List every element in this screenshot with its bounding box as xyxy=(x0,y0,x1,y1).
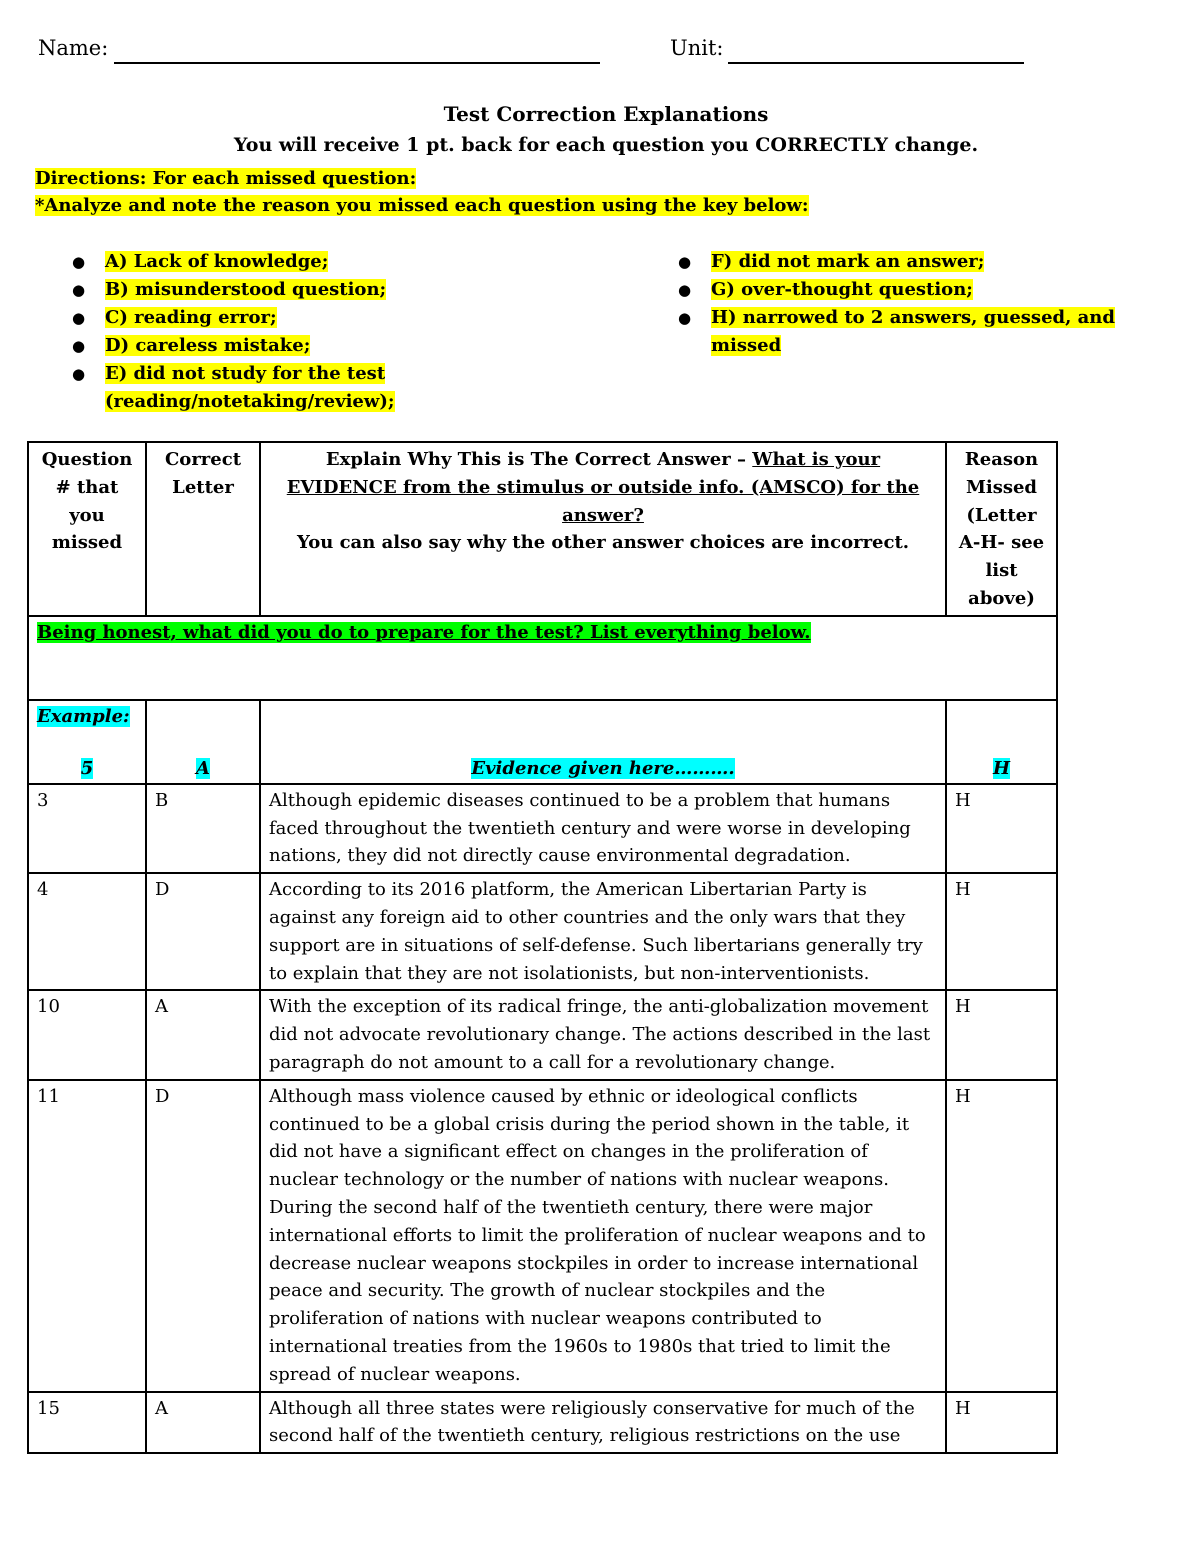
name-label: Name: xyxy=(38,36,109,60)
name-blank-line[interactable] xyxy=(114,62,600,64)
header-row xyxy=(38,36,1038,68)
key-label: D) careless mistake; xyxy=(105,335,311,356)
bullet-icon: ● xyxy=(678,281,692,299)
page-subtitle: You will receive 1 pt. back for each question you CORRECTLY change. xyxy=(233,134,979,156)
header-explain-note: You can also say why the other answer choices are incorrect. xyxy=(296,532,910,554)
row-letter[interactable]: B xyxy=(146,784,260,873)
example-row xyxy=(28,700,1057,784)
key-label: E) did not study for the test (reading/notetaking/review); xyxy=(105,363,395,412)
row-letter[interactable]: D xyxy=(146,1080,260,1392)
bullet-icon: ● xyxy=(678,309,692,327)
reason-key-left xyxy=(70,248,410,416)
key-label: B) misunderstood question; xyxy=(105,279,387,300)
row-explanation[interactable]: Although mass violence caused by ethnic or ideological conflicts continued to be a global crisis during the period shown in the table, it did not have a significant effect on changes in the proliferation of nuclear technology or the number of nations with nuclear weapons. During the second half of the twentieth century, there were major international efforts to limit the proliferation of nuclear weapons and to decrease nuclear weapons stockpiles in order to increase international peace and security. The growth of nuclear stockpiles and the proliferation of nations with nuclear weapons contributed to international treaties from the 1960s to 1980s that tried to limit the spread of nuclear weapons. xyxy=(260,1080,946,1392)
page-title: Test Correction Explanations xyxy=(443,102,769,126)
table-header-row xyxy=(28,442,1057,616)
row-letter[interactable]: D xyxy=(146,873,260,990)
key-item xyxy=(70,248,410,276)
example-reason-cell xyxy=(946,700,1057,784)
row-reason[interactable]: H xyxy=(946,1080,1057,1392)
table-row xyxy=(28,873,1057,990)
directions-line-1: Directions: For each missed question: xyxy=(35,168,417,189)
unit-blank-line[interactable] xyxy=(728,62,1024,64)
key-label: H) narrowed to 2 answers, guessed, and missed xyxy=(711,307,1115,356)
key-label: C) reading error; xyxy=(105,307,277,328)
bullet-icon: ● xyxy=(72,365,86,383)
row-reason[interactable]: H xyxy=(946,784,1057,873)
row-reason[interactable]: H xyxy=(946,873,1057,990)
key-item xyxy=(70,276,410,304)
key-item xyxy=(70,360,410,416)
row-question[interactable]: 4 xyxy=(28,873,146,990)
row-reason[interactable]: H xyxy=(946,990,1057,1079)
bullet-icon: ● xyxy=(72,337,86,355)
example-evidence-cell xyxy=(260,700,946,784)
bullet-icon: ● xyxy=(678,253,692,271)
row-letter[interactable]: A xyxy=(146,990,260,1079)
key-item xyxy=(676,304,1126,360)
directions-line-2: *Analyze and note the reason you missed each question using the key below: xyxy=(35,195,809,216)
table-row xyxy=(28,1392,1057,1454)
header-question: Question # that you missed xyxy=(28,442,146,616)
row-reason[interactable]: H xyxy=(946,1392,1057,1454)
directions xyxy=(35,165,809,219)
row-explanation[interactable]: Although all three states were religiously conservative for much of the second half of the twentieth century, religious restrictions on the use xyxy=(260,1392,946,1454)
key-item xyxy=(676,248,1126,276)
table-row xyxy=(28,990,1057,1079)
example-question: 5 xyxy=(80,757,94,779)
example-evidence: Evidence given here………. xyxy=(471,757,735,779)
row-question[interactable]: 11 xyxy=(28,1080,146,1392)
bullet-icon: ● xyxy=(72,309,86,327)
row-explanation[interactable]: With the exception of its radical fringe, the anti-globalization movement did not advocate revolutionary change. The actions described in the last paragraph do not amount to a call for a revolutionary change. xyxy=(260,990,946,1079)
prep-row xyxy=(28,616,1057,700)
example-question-cell xyxy=(28,700,146,784)
table-row xyxy=(28,1080,1057,1392)
key-label: F) did not mark an answer; xyxy=(711,251,985,272)
row-explanation[interactable]: Although epidemic diseases continued to be a problem that humans faced throughout the twentieth century and were worse in developing nations, they did not directly cause environmental degradation. xyxy=(260,784,946,873)
key-item xyxy=(70,304,410,332)
unit-label: Unit: xyxy=(670,36,724,60)
example-reason: H xyxy=(992,757,1010,779)
row-question[interactable]: 3 xyxy=(28,784,146,873)
key-item xyxy=(676,276,1126,304)
header-explain-evidence: What is your EVIDENCE from the stimulus or outside info. (AMSCO) for the answer? xyxy=(286,449,920,526)
table-row xyxy=(28,784,1057,873)
row-letter[interactable]: A xyxy=(146,1392,260,1454)
prep-cell[interactable] xyxy=(28,616,1057,700)
bullet-icon: ● xyxy=(72,281,86,299)
reason-key-right xyxy=(676,248,1126,360)
example-letter: A xyxy=(196,757,210,779)
row-explanation[interactable]: According to its 2016 platform, the American Libertarian Party is against any foreign aid to other countries and the only wars that they support are in situations of self-defense. Such libertarians generally try to explain that they are not isolationists, but non-interventionists. xyxy=(260,873,946,990)
key-item xyxy=(70,332,410,360)
row-question[interactable]: 15 xyxy=(28,1392,146,1454)
header-explanation xyxy=(260,442,946,616)
example-label: Example: xyxy=(37,705,130,727)
key-label: G) over-thought question; xyxy=(711,279,973,300)
key-label: A) Lack of knowledge; xyxy=(105,251,329,272)
header-letter: Correct Letter xyxy=(146,442,260,616)
prep-prompt: Being honest, what did you do to prepare for the test? List everything below. xyxy=(37,621,811,643)
header-reason: Reason Missed (Letter A-H- see list above) xyxy=(946,442,1057,616)
row-question[interactable]: 10 xyxy=(28,990,146,1079)
bullet-icon: ● xyxy=(72,253,86,271)
correction-table xyxy=(27,441,1058,1454)
example-letter-cell xyxy=(146,700,260,784)
header-explain-intro: Explain Why This is The Correct Answer – xyxy=(325,449,753,470)
